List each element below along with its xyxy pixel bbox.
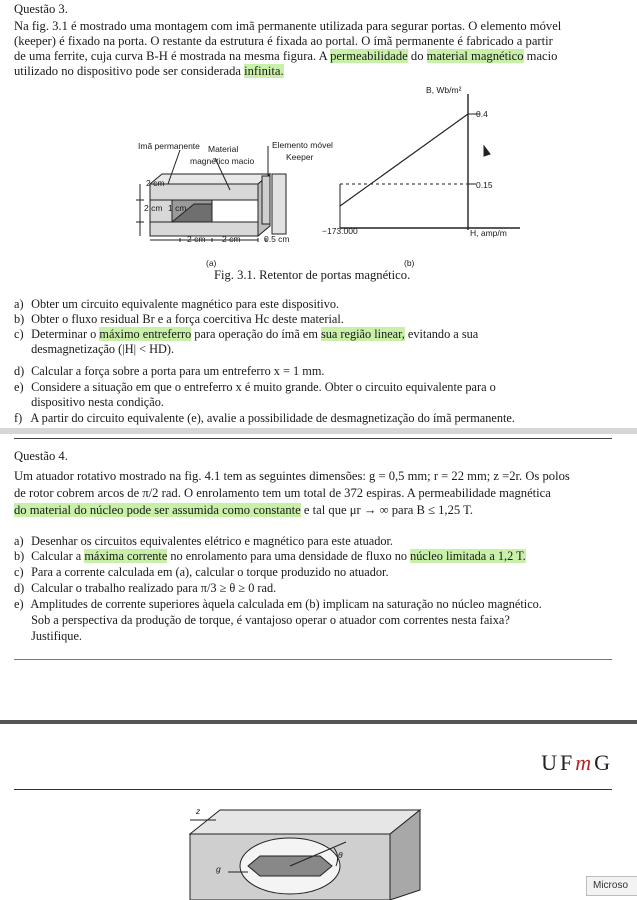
dim-2cm-top: 2 cm (146, 178, 165, 188)
caption-a: (a) (206, 258, 217, 268)
q3-para-line2: (keeper) é fixado na porta. O restante da estrutura é fixada ao portal. O ímã permanente é fabricado a partir (14, 34, 553, 48)
label-permanent-magnet: Imã permanente (138, 141, 200, 151)
h-axis-label: H, amp/m (470, 228, 507, 238)
q3-heading: Questão 3. (14, 2, 68, 16)
q4-item-d: d) Calcular o trabalho realizado para π/3 ≥ θ ≥ 0 rad. (14, 581, 277, 595)
q3-item-e: e) Considere a situação em que o entreferro x é muito grande. Obter o circuito equivalente para o (14, 380, 496, 394)
caption-b: (b) (404, 258, 415, 268)
label-soft-magnetic: magnético macio (190, 156, 255, 166)
q3-item-c: c) Determinar o máximo entreferro para operação do ímã em sua região linear, evitando a sua (14, 327, 479, 341)
bh-curve-chart (340, 94, 520, 230)
q4-item-e-cont1: Sob a perspectiva da produção de torque, é vantajoso operar o atuador com correntes nesta faixa? (31, 613, 510, 627)
q4-para-line1: Um atuador rotativo mostrado na fig. 4.1 tem as seguintes dimensões: g = 0,5 mm; r = 22 mm; z =2r. Os polos (14, 469, 570, 483)
q3-item-b: b) Obter o fluxo residual Br e a força coercitiva Hc deste material. (14, 312, 344, 326)
highlight-max-current: máxima corrente (84, 549, 168, 563)
taskbar-app-button[interactable]: Microso (586, 876, 637, 896)
q3-item-a: a) Obter um circuito equivalente magnético para este dispositivo. (14, 297, 340, 311)
b-value-015: 0.15 (476, 180, 493, 190)
dim-1cm: 1 cm (168, 203, 187, 213)
highlight-max-gap: máximo entreferro (99, 327, 192, 341)
highlight-infinite: infinita. (244, 64, 284, 78)
q4-para-line3: do material do núcleo pode ser assumida como constante e tal que μr → ∞ para B ≤ 1,25 T. (14, 503, 473, 517)
highlight-core-material: do material do núcleo pode ser assumida como constante (14, 503, 301, 517)
dim-2cm-bottom1: 2 cm (187, 234, 206, 244)
q3-item-e-cont: dispositivo nesta condição. (31, 395, 164, 409)
b-axis-label: B, Wb/m² (426, 85, 462, 95)
label-moving-element: Elemento móvel (272, 140, 333, 150)
q4-para-line2: de rotor cobrem arcos de π/2 rad. O enrolamento tem um total de 372 espiras. A permeabilidade magnética (14, 486, 551, 500)
q3-para-line3: de uma ferrite, cuja curva B-H é mostrada na mesma figura. A permeabilidade do material magnético macio (14, 49, 558, 63)
q4-heading: Questão 4. (14, 449, 68, 463)
figure-3-1-caption: Fig. 3.1. Retentor de portas magnético. (214, 268, 411, 282)
q3-para-line1: Na fig. 3.1 é mostrado uma montagem com imã permanente utilizada para segurar portas. O elemento móvel (14, 19, 562, 33)
highlight-linear-region: sua região linear, (320, 327, 405, 341)
q3-item-c-cont: desmagnetização (|H| < HD). (31, 342, 175, 356)
label-theta: θ (338, 850, 343, 860)
q3-para-line4: utilizado no dispositivo pode ser considerada infinita. (14, 64, 284, 78)
dim-2cm-bottom2: 2 cm (222, 234, 241, 244)
ufmg-logo: UFmG (541, 750, 613, 775)
q3-item-d: d) Calcular a força sobre a porta para um entreferro x = 1 mm. (14, 364, 325, 378)
figure-4-1-actuator (150, 800, 450, 900)
q4-item-e-cont2: Justifique. (31, 629, 82, 643)
dim-05cm: 0.5 cm (264, 234, 290, 244)
q4-item-e: e) Amplitudes de corrente superiores àquela calculada em (b) implicam na saturação no núcleo magnético. (14, 597, 542, 611)
highlight-magnetic-material: material magnético (426, 49, 524, 63)
highlight-permeability: permeabilidade (330, 49, 408, 63)
b-value-04: 0.4 (476, 109, 488, 119)
q3-item-f: f) A partir do circuito equivalente (e), avalie a possibilidade de desmagnetização do ímã permanente. (14, 411, 515, 425)
page-break-band (0, 720, 637, 724)
q4-item-a: a) Desenhar os circuitos equivalentes elétrico e magnético para este atuador. (14, 534, 394, 548)
dim-2cm-left: 2 cm (144, 203, 163, 213)
logo-divider (14, 789, 612, 790)
divider-line-2 (14, 659, 612, 660)
label-z: z (196, 806, 201, 816)
h-value-neg: −173.000 (322, 226, 358, 236)
q4-item-b: b) Calcular a máxima corrente no enrolamento para uma densidade de fluxo no núcleo limitada a 1,2 T. (14, 549, 526, 563)
divider-line (14, 438, 612, 439)
section-divider-band (0, 428, 637, 434)
label-g: g (216, 864, 221, 874)
label-keeper: Keeper (286, 152, 314, 162)
figure-3-1 (0, 80, 637, 270)
label-material: Material (208, 144, 239, 154)
highlight-core-limit: núcleo limitada a 1,2 T. (410, 549, 526, 563)
q4-item-c: c) Para a corrente calculada em (a), calcular o torque produzido no atuador. (14, 565, 389, 579)
